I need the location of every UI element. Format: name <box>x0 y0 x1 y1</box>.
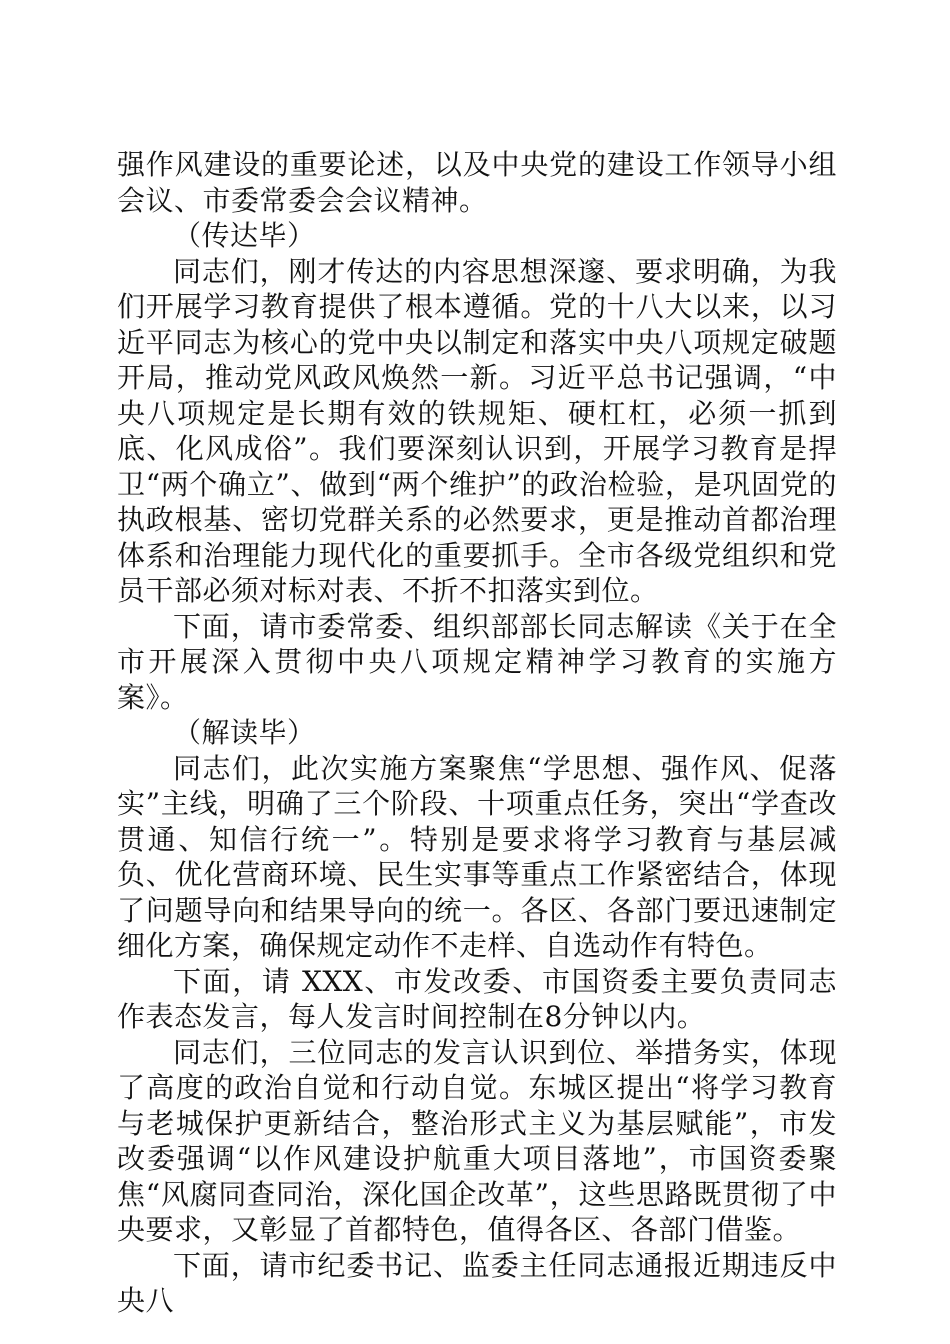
paragraph-discipline-intro: 下面，请市纪委书记、监委主任同志通报近期违反中央八 <box>117 1248 837 1317</box>
note-interpretation-complete: （解读毕） <box>173 716 316 749</box>
paragraph-comrades-3: 同志们，三位同志的发言认识到位、举措务实，体现了高度的政治自觉和行动自觉。东城区提出“将学习教育与老城保护更新结合，整治形式主义为基层赋能”，市发改委强调“以作风建设护航重大项目落地”，市国资委聚焦“风腐同查同治，深化国企改革”，这些思路既贯彻了中央要求，又彰显了首都特色，值得各区、各部门借鉴。 <box>117 1035 837 1246</box>
document-body <box>117 147 837 1319</box>
note-transmission-complete: （传达毕） <box>173 219 316 252</box>
paragraph-comrades-1: 同志们，刚才传达的内容思想深邃、要求明确，为我们开展学习教育提供了根本遵循。党的十八大以来，以习近平同志为核心的党中央以制定和落实中央八项规定破题开局，推动党风政风焕然一新。习近平总书记强调，“中央八项规定是长期有效的铁规矩、硬杠杠，必须一抓到底、化风成俗”。我们要深刻认识到，开展学习教育是捍卫“两个确立”、做到“两个维护”的政治检验，是巩固党的执政根基、密切党群关系的必然要求，更是推动首都治理体系和治理能力现代化的重要抓手。全市各级党组织和党员干部必须对标对表、不折不扣落实到位。 <box>117 254 837 607</box>
paragraph-interpretation-intro: 下面，请市委常委、组织部部长同志解读《关于在全市开展深入贯彻中央八项规定精神学习教育的实施方案》。 <box>117 609 837 714</box>
paragraph-speech-intro: 下面，请 XXX、市发改委、市国资委主要负责同志作表态发言，每人发言时间控制在8分钟以内。 <box>117 964 837 1033</box>
paragraph-comrades-2: 同志们，此次实施方案聚焦“学思想、强作风、促落实”主线，明确了三个阶段、十项重点任务，突出“学查改贯通、知信行统一”。特别是要求将学习教育与基层减负、优化营商环境、民生实事等重点工作紧密结合，体现了问题导向和结果导向的统一。各区、各部门要迅速制定细化方案，确保规定动作不走样、自选动作有特色。 <box>117 751 837 962</box>
paragraph-continuation: 强作风建设的重要论述，以及中央党的建设工作领导小组会议、市委常委会会议精神。 <box>117 148 837 217</box>
